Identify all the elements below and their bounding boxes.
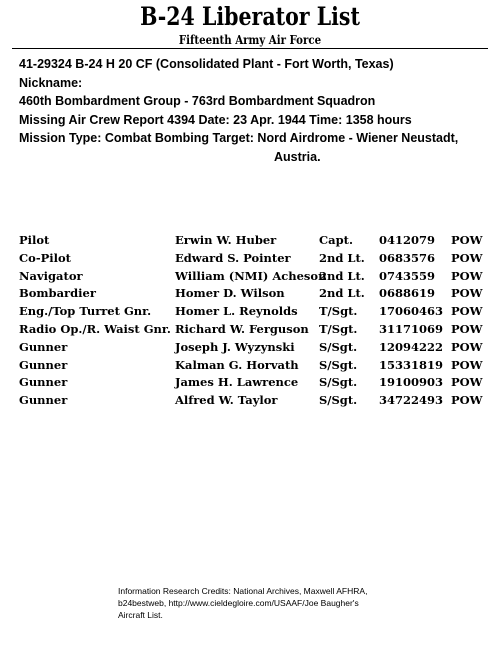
page-subtitle: Fifteenth Army Air Force <box>178 33 322 47</box>
crew-rank: 2nd Lt. <box>319 268 365 283</box>
crew-list <box>19 233 489 411</box>
credits-line: Aircraft List. <box>118 610 163 620</box>
crew-role: Navigator <box>19 268 83 283</box>
page-title: B-24 Liberator List <box>140 2 360 31</box>
crew-rank: 2nd Lt. <box>319 250 365 265</box>
crew-row <box>19 393 489 411</box>
crew-serial: 12094222 <box>379 339 444 354</box>
crew-serial: 0688619 <box>379 286 436 301</box>
credits-line: Information Research Credits: National Archives, Maxwell AFHRA, <box>118 586 368 596</box>
crew-rank: S/Sgt. <box>319 357 358 372</box>
crew-name: Richard W. Ferguson <box>175 321 309 336</box>
crew-rank: T/Sgt. <box>319 304 358 319</box>
crew-row <box>19 340 489 358</box>
crew-serial: 0743559 <box>379 268 436 283</box>
crew-status: POW <box>451 357 483 372</box>
crew-name: Joseph J. Wyzynski <box>175 339 295 354</box>
crew-row <box>19 286 489 304</box>
aircraft-serial-line: 41-29324 B-24 H 20 CF (Consolidated Plant - Fort Worth, Texas) <box>19 57 394 71</box>
crew-row <box>19 322 489 340</box>
crew-serial: 31171069 <box>379 321 444 336</box>
crew-role: Eng./Top Turret Gnr. <box>19 304 152 319</box>
crew-rank: S/Sgt. <box>319 375 358 390</box>
credits-line: b24bestweb, http://www.cieldegloire.com/USAAF/Joe Baugher's <box>118 598 359 608</box>
crew-name: Kalman G. Horvath <box>175 357 299 372</box>
aircraft-nickname: Nickname: <box>19 75 83 90</box>
crew-row <box>19 304 489 322</box>
crew-role: Bombardier <box>19 286 96 301</box>
crew-name: Homer D. Wilson <box>175 286 285 301</box>
crew-role: Radio Op./R. Waist Gnr. <box>19 321 171 336</box>
crew-row <box>19 358 489 376</box>
crew-status: POW <box>451 339 483 354</box>
crew-status: POW <box>451 286 483 301</box>
crew-rank: 2nd Lt. <box>319 286 365 301</box>
crew-name: Alfred W. Taylor <box>175 393 278 408</box>
crew-role: Gunner <box>19 393 68 408</box>
crew-rank: S/Sgt. <box>319 339 358 354</box>
aircraft-mission: Mission Type: Combat Bombing Target: Nord Airdrome - Wiener Neustadt, <box>19 131 459 145</box>
crew-row <box>19 269 489 287</box>
crew-status: POW <box>451 268 483 283</box>
crew-role: Gunner <box>19 375 68 390</box>
crew-name: Homer L. Reynolds <box>175 304 298 319</box>
crew-serial: 34722493 <box>379 393 444 408</box>
crew-role: Gunner <box>19 339 68 354</box>
crew-role: Co-Pilot <box>19 250 71 265</box>
crew-rank: Capt. <box>319 233 353 247</box>
crew-status: POW <box>451 375 483 390</box>
crew-rank: T/Sgt. <box>319 321 358 336</box>
crew-status: POW <box>451 250 483 265</box>
crew-role: Pilot <box>19 233 50 247</box>
aircraft-macr: Missing Air Crew Report 4394 Date: 23 Apr. 1944 Time: 1358 hours <box>19 112 412 127</box>
crew-status: POW <box>451 304 483 319</box>
crew-row <box>19 233 489 251</box>
aircraft-mission-continued: Austria. <box>274 149 321 164</box>
crew-serial: 15331819 <box>379 357 444 372</box>
crew-serial: 0683576 <box>379 250 436 265</box>
crew-row <box>19 375 489 393</box>
aircraft-unit: 460th Bombardment Group - 763rd Bombardment Squadron <box>19 94 376 108</box>
crew-row <box>19 251 489 269</box>
aircraft-info <box>19 55 489 166</box>
crew-role: Gunner <box>19 357 68 372</box>
crew-serial: 0412079 <box>379 233 436 247</box>
crew-name: James H. Lawrence <box>175 375 299 390</box>
crew-rank: S/Sgt. <box>319 393 358 408</box>
crew-serial: 19100903 <box>379 375 444 390</box>
crew-status: POW <box>451 393 483 408</box>
crew-status: POW <box>451 233 483 247</box>
crew-serial: 17060463 <box>379 304 444 319</box>
crew-status: POW <box>451 321 483 336</box>
crew-name: William (NMI) Acheson <box>175 268 327 283</box>
crew-name: Edward S. Pointer <box>175 250 291 265</box>
credits <box>118 585 408 621</box>
crew-name: Erwin W. Huber <box>175 233 277 247</box>
header-divider <box>12 48 488 49</box>
